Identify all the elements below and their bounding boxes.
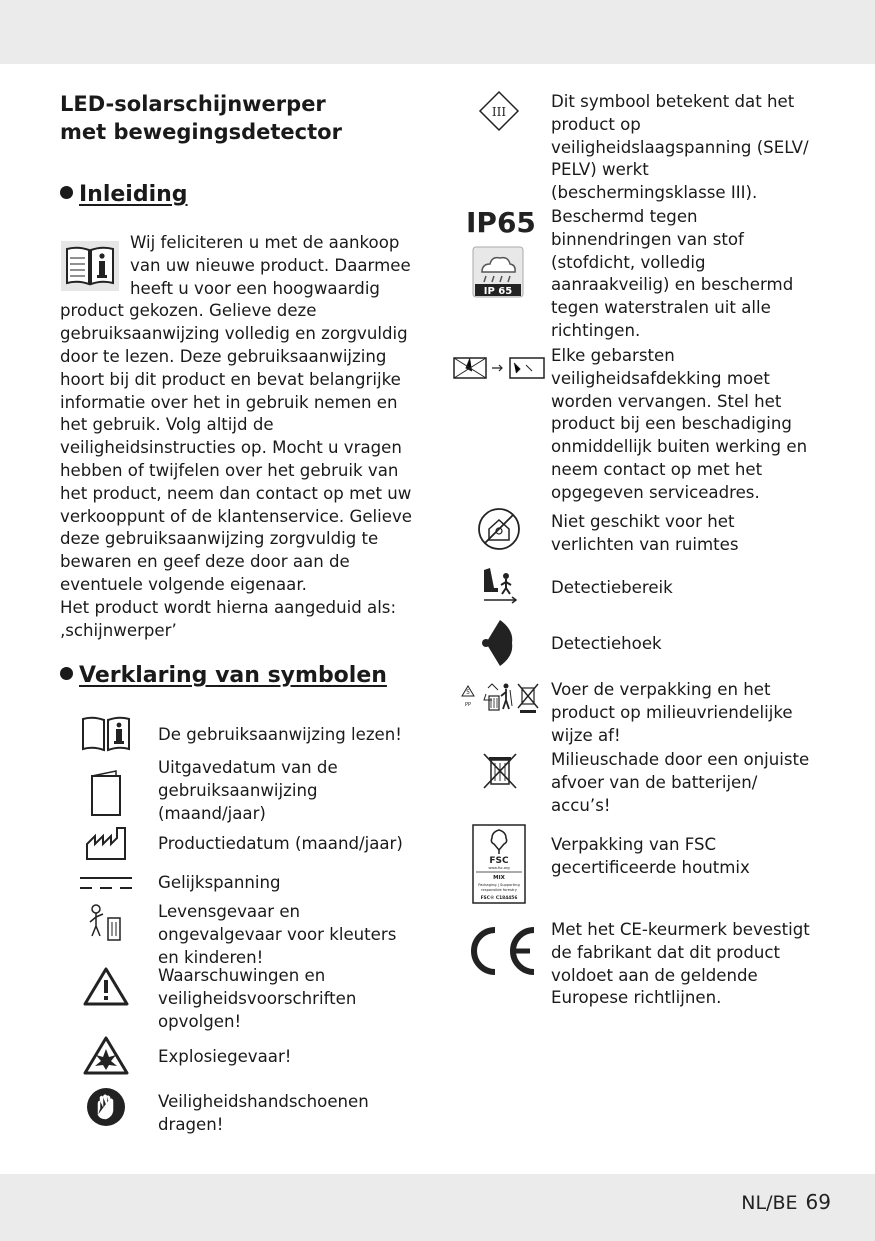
symbols-heading-text: Verklaring van symbolen — [79, 663, 387, 688]
not-for-room-lighting-icon — [477, 507, 521, 551]
fsc-code: FSC® C184456 — [480, 896, 518, 901]
symbol-text: Detectiehoek — [551, 634, 662, 653]
intro-line-3: ‚schijnwerper’ — [60, 620, 177, 640]
factory-icon — [84, 826, 128, 862]
symbol-text: Met het CE-keurmerk bevestigt de fabrikant dat dit product voldoet aan de geldende Europese richtlijnen. — [551, 920, 810, 1008]
gloves-icon — [86, 1087, 126, 1127]
child-warning-icon — [86, 902, 126, 944]
page-title — [60, 90, 342, 146]
explosion-icon — [83, 1035, 129, 1075]
symbol-text: Levensgevaar en ongevalgevaar voor kleuters en kinderen! — [158, 902, 397, 967]
bullet-dot — [60, 667, 73, 680]
protection-class-iii-icon — [478, 90, 520, 132]
symbol-text: Explosiegevaar! — [158, 1047, 292, 1066]
footer-language: NL/BE — [741, 1192, 798, 1214]
cracked-cover-icon — [452, 355, 546, 381]
protection-class-label: III — [491, 105, 507, 119]
crossed-bin-icon — [480, 750, 520, 792]
symbol-text: Beschermd tegen binnendringen van stof (stofdicht, volledig aanraakveilig) en beschermd tegen waterstralen uit alle richtingen. — [551, 207, 794, 340]
intro-heading-text: Inleiding — [79, 182, 188, 207]
intro-heading — [60, 181, 188, 209]
fsc-line2: responsible forestry — [481, 888, 517, 892]
symbol-text: Productiedatum (maand/jaar) — [158, 834, 403, 853]
fsc-mix: MIX — [493, 875, 505, 881]
recycling-icon — [458, 680, 540, 714]
ip65-label: IP65 — [466, 206, 536, 239]
symbol-text: Dit symbool betekent dat het product op veiligheidslaagspanning (SELV/ PELV) werkt (beschermingsklasse III). — [551, 92, 809, 203]
intro-paragraph: Wij feliciteren u met de aankoop van uw nieuwe product. Daarmee heeft u voor een hoogwaardig product gekozen. Gelieve deze gebruiksaanwijzing volledig en zorgvuldig door te lezen. Deze gebruiksaanwijzing hoort bij dit product en bevat belangrijke informatie over het in gebruik nemen en het gebruik. Volg altijd de veiligheidsinstructies op. Mocht u vragen hebben of twijfelen over het gebruik van het product, neem dan contact op met uw verkooppunt of de klantenservice. Gelieve deze gebruiksaanwijzing zorgvuldig te bewaren en geef deze door aan de eventuele volgende eigenaar. — [60, 233, 412, 594]
intro-line-2: Het product wordt hierna aangeduid als: — [60, 597, 397, 617]
symbol-text: Milieuschade door een onjuiste afvoer van de batterijen/ accu’s! — [551, 750, 810, 815]
symbol-text: Uitgavedatum van de gebruiksaanwijzing (maand/jaar) — [158, 758, 338, 823]
detection-angle-icon — [480, 618, 514, 668]
manual-info-icon — [80, 714, 132, 754]
booklet-icon — [86, 768, 126, 818]
symbol-text: Waarschuwingen en veiligheidsvoorschriften opvolgen! — [158, 966, 357, 1031]
symbols-heading — [60, 662, 387, 690]
warning-triangle-icon — [83, 966, 129, 1006]
title-line-1: LED-solarschijnwerper — [60, 92, 326, 116]
fsc-logo-text: FSC — [489, 856, 509, 866]
ce-mark-icon — [462, 922, 538, 980]
manual-info-icon — [60, 236, 120, 296]
symbol-text: Veiligheidshandschoenen dragen! — [158, 1092, 369, 1134]
symbol-text: Gelijkspanning — [158, 873, 281, 892]
svg-text:PP: PP — [464, 702, 472, 708]
page-footer — [741, 1190, 831, 1214]
ip65-badge: IP 65 — [483, 286, 513, 297]
direct-current-icon — [78, 874, 134, 894]
detection-range-icon — [480, 566, 520, 606]
svg-text:5: 5 — [466, 689, 470, 696]
symbol-text: Elke gebarsten veiligheidsafdekking moet worden vervangen. Stel het product bij een beschadiging onmiddellijk buiten werking en neem contact op met het opgegeven serviceadres. — [551, 346, 808, 502]
ip65-icon — [472, 246, 524, 298]
symbol-text: Detectiebereik — [551, 578, 673, 597]
top-band — [0, 0, 875, 64]
page-number: 69 — [805, 1190, 831, 1214]
bullet-dot — [60, 186, 73, 199]
symbol-text: De gebruiksaanwijzing lezen! — [158, 725, 402, 744]
symbol-text: Verpakking van FSC gecertificeerde houtmix — [551, 835, 750, 877]
fsc-line1: Packaging | Supporting — [478, 883, 520, 887]
intro-block — [60, 232, 425, 642]
fsc-site: www.fsc.org — [488, 866, 510, 870]
symbol-text: Voer de verpakking en het product op milieuvriendelijke wijze af! — [551, 680, 793, 745]
symbol-text: Niet geschikt voor het verlichten van ruimtes — [551, 512, 739, 554]
fsc-icon — [472, 824, 526, 904]
title-line-2: met bewegingsdetector — [60, 120, 342, 144]
